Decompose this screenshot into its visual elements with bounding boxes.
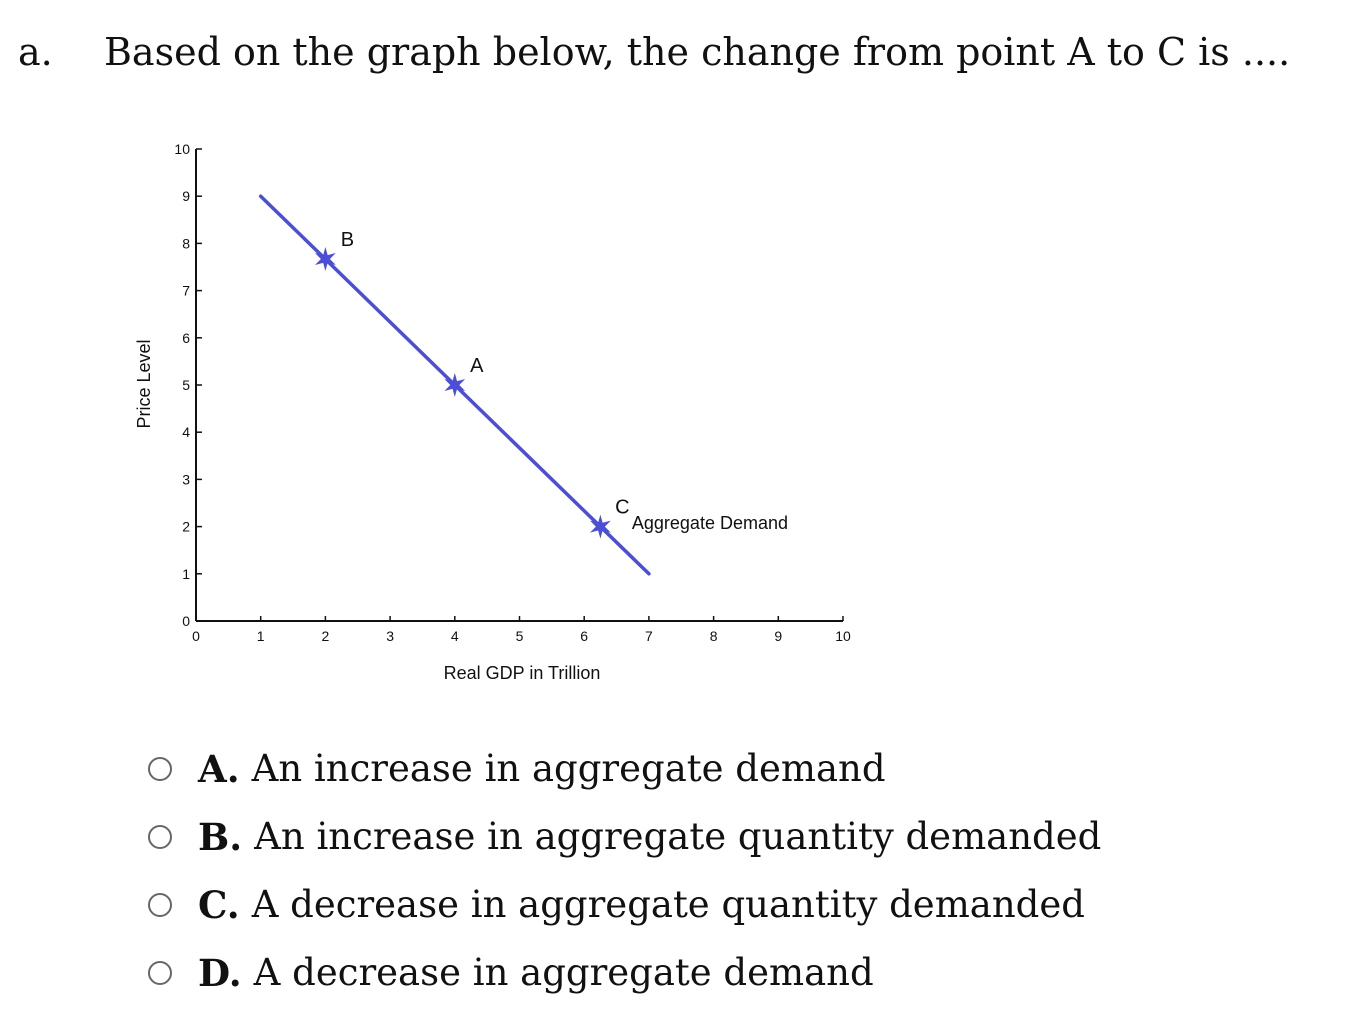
answer-options: [148, 735, 1298, 1007]
y-tick-label: 1: [182, 565, 190, 582]
point-c-label: C: [615, 496, 630, 519]
x-tick-label: 8: [709, 628, 718, 644]
axes: [196, 149, 843, 621]
radio-button[interactable]: [148, 825, 172, 849]
x-tick-label: 9: [774, 628, 783, 644]
y-tick-label: 9: [182, 188, 190, 205]
option-letter: D.: [198, 951, 242, 995]
aggregate-demand-chart: [0, 0, 900, 700]
x-tick-label: 0: [192, 628, 200, 644]
x-tick-label: 1: [256, 628, 265, 644]
x-tick-label: 4: [450, 628, 459, 644]
option-letter: A.: [198, 747, 240, 791]
option-letter: C.: [198, 883, 240, 927]
option-text: A decrease in aggregate demand: [253, 951, 874, 994]
series-label: Aggregate Demand: [631, 512, 789, 533]
question-letter: a.: [18, 30, 53, 74]
y-tick-label: 3: [182, 471, 190, 488]
y-tick-label: 4: [182, 424, 190, 441]
x-tick-label: 5: [515, 628, 524, 644]
option-d[interactable]: [148, 939, 1298, 1007]
series: [261, 196, 788, 574]
y-tick-label: 5: [182, 377, 190, 393]
option-text: An increase in aggregate demand: [251, 747, 886, 790]
x-tick-label: 2: [321, 628, 330, 644]
x-axis-label: Real GDP in Trillion: [443, 663, 601, 683]
y-tick-label: 8: [182, 235, 190, 252]
option-text: An increase in aggregate quantity demanded: [254, 815, 1102, 858]
y-tick-label: 0: [182, 613, 190, 629]
radio-button[interactable]: [148, 961, 172, 985]
y-axis-label: Price Level: [134, 339, 154, 429]
point-b-label: B: [340, 228, 355, 251]
option-a[interactable]: [148, 735, 1298, 803]
point-a-label: A: [470, 355, 484, 377]
points: [315, 229, 630, 539]
option-letter: B.: [198, 815, 243, 859]
x-tick-label: 6: [580, 628, 589, 644]
option-c[interactable]: [148, 871, 1298, 939]
option-b[interactable]: [148, 803, 1298, 871]
y-tick-label: 6: [182, 329, 190, 346]
y-tick-label: 2: [182, 518, 190, 535]
option-text: A decrease in aggregate quantity demanded: [251, 883, 1085, 926]
radio-button[interactable]: [148, 893, 172, 917]
x-tick-label: 3: [386, 628, 394, 644]
y-tick-label: 7: [182, 282, 190, 299]
question-text: Based on the graph below, the change from point A to C is ....: [104, 30, 1291, 74]
radio-button[interactable]: [148, 757, 172, 781]
x-tick-label: 7: [645, 628, 653, 644]
y-tick-label: 10: [174, 141, 190, 157]
x-tick-label: 10: [835, 628, 851, 644]
axis-ticks: [174, 141, 851, 644]
